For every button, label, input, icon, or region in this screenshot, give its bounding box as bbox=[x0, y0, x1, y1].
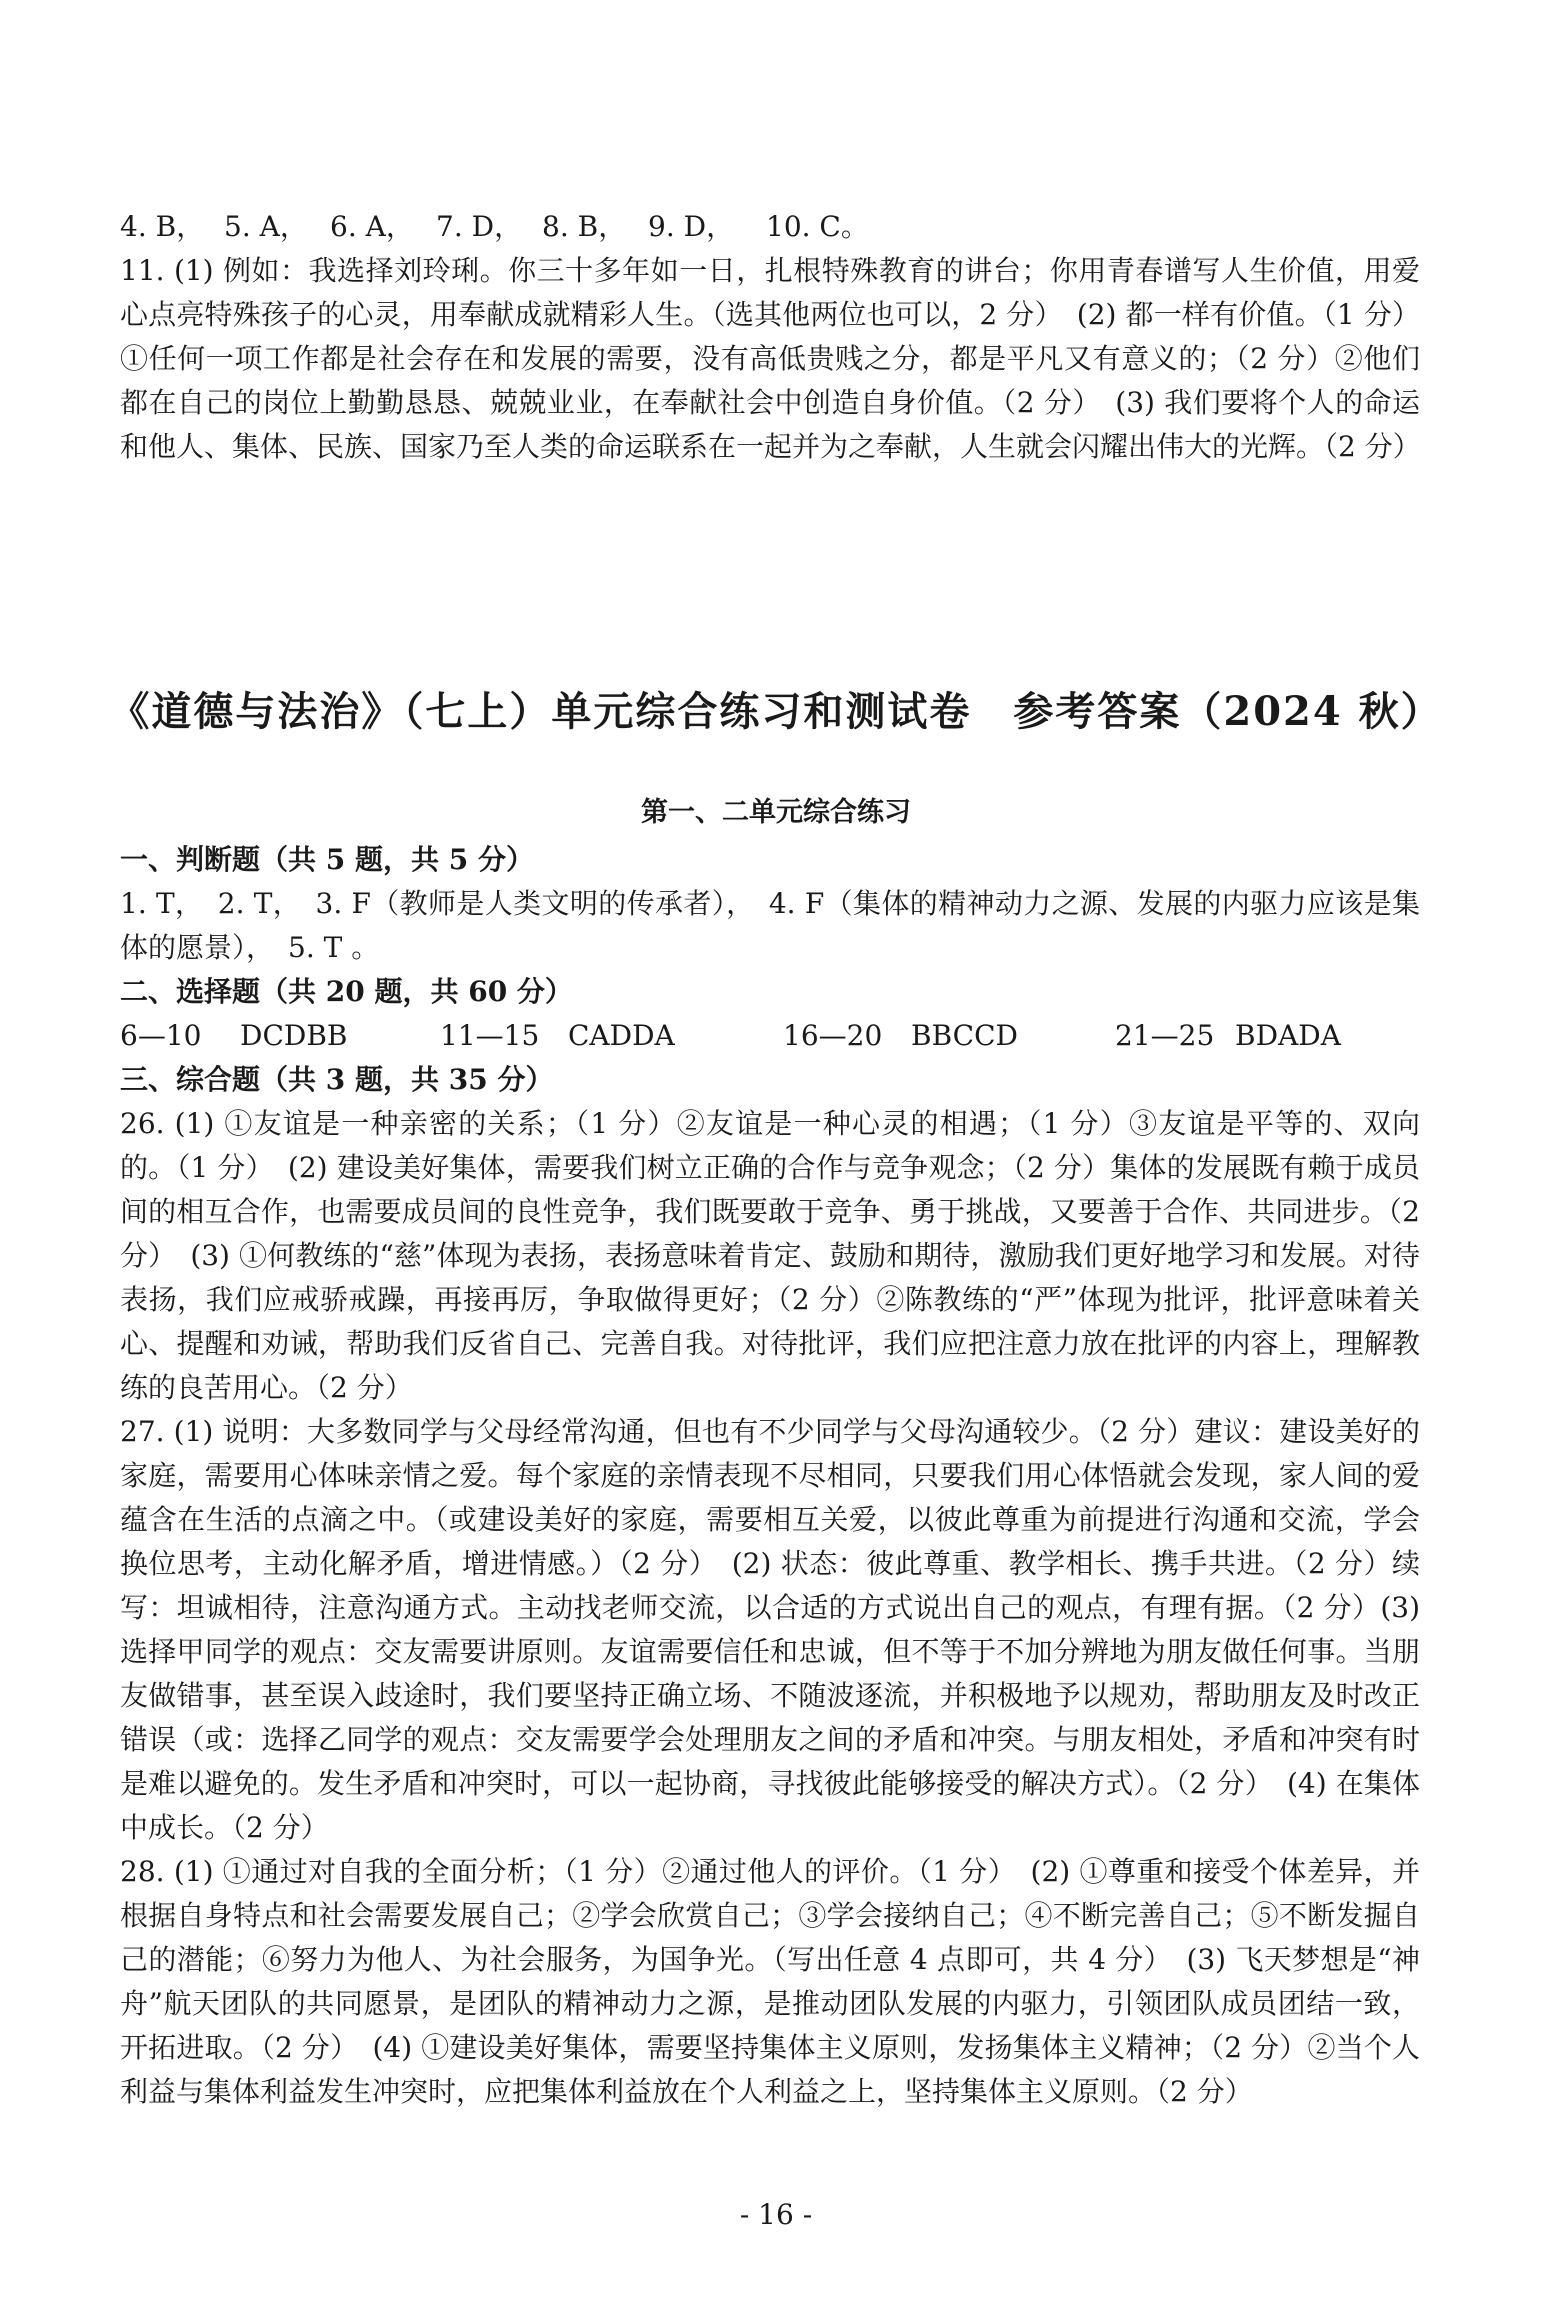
answer-7: 7. D， bbox=[436, 210, 523, 243]
top-answers bbox=[120, 205, 1420, 469]
answer-6: 6. A， bbox=[330, 210, 414, 243]
group-1-answers: DCDBB bbox=[240, 1019, 348, 1052]
group-2-answers: CADDA bbox=[568, 1019, 675, 1052]
group-3-answers: BBCCD bbox=[911, 1019, 1018, 1052]
group-2-range: 11—15 bbox=[440, 1019, 540, 1052]
question-27-answer: 27. (1) 说明：大多数同学与父母经常沟通，但也有不少同学与父母沟通较少。（2 分）建议：建设美好的家庭，需要用心体味亲情之爱。每个家庭的亲情表现不尽相同，只要我们用心体悟就会发现，家人间的爱蕴含在生活的点滴之中。（或建设美好的家庭，需要相互关爱，以彼此尊重为前提进行沟通和交流，学会换位思考，主动化解矛盾，增进情感。）（2 分） (2) 状态：彼此尊重、教学相长、携手共进。（2 分）续写：坦诚相待，注意沟通方式。主动找老师交流，以合适的方式说出自己的观点，有理有据。（2 分）(3) 选择甲同学的观点：交友需要讲原则。友谊需要信任和忠诚，但不等于不加分辨地为朋友做任何事。当朋友做错事，甚至误入歧途时，我们要坚持正确立场、不随波逐流，并积极地予以规劝，帮助朋友及时改正错误（或：选择乙同学的观点：交友需要学会处理朋友之间的矛盾和冲突。与朋友相处，矛盾和冲突有时是难以避免的。发生矛盾和冲突时，可以一起协商，寻找彼此能够接受的解决方式）。（2 分） (4) 在集体中成长。（2 分） bbox=[120, 1415, 1420, 1844]
group-3-range: 16—20 bbox=[783, 1019, 883, 1052]
group-1-range: 6—10 bbox=[120, 1019, 202, 1052]
answer-4: 4. B， bbox=[120, 210, 205, 243]
page-title: 《道德与法治》（七上）单元综合练习和测试卷 参考答案（2024 秋） bbox=[109, 688, 1443, 735]
answer-8: 8. B， bbox=[542, 210, 627, 243]
group-4-range: 21—25 bbox=[1115, 1019, 1215, 1052]
mc-answers-row bbox=[120, 205, 1420, 249]
question-26-answer: 26. (1) ①友谊是一种亲密的关系；（1 分）②友谊是一种心灵的相遇；（1 分）③友谊是平等的、双向的。（1 分） (2) 建设美好集体，需要我们树立正确的合作与竞争观念；（2 分）集体的发展既有赖于成员间的相互合作，也需要成员间的良性竞争，我们既要敢于竞争、勇于挑战，又要善于合作、共同进步。（2 分） (3) ①何教练的“慈”体现为表扬，表扬意味着肯定、鼓励和期待，激励我们更好地学习和发展。对待表扬，我们应戒骄戒躁，再接再厉，争取做得更好；（2 分）②陈教练的“严”体现为批评，批评意味着关心、提醒和劝诫，帮助我们反省自己、完善自我。对待批评，我们应把注意力放在批评的内容上，理解教练的良苦用心。（2 分） bbox=[120, 1107, 1420, 1404]
section-1-heading: 一、判断题（共 5 题，共 5 分） bbox=[120, 843, 534, 876]
question-28-answer: 28. (1) ①通过对自我的全面分析；（1 分）②通过他人的评价。（1 分） (2) ①尊重和接受个体差异，并根据自身特点和社会需要发展自己；②学会欣赏自己；③学会接纳自己；④不断完善自己；⑤不断发掘自己的潜能；⑥努力为他人、为社会服务，为国争光。（写出任意 4 点即可，共 4 分） (3) 飞天梦想是“神舟”航天团队的共同愿景，是团队的精神动力之源，是推动团队发展的内驱力，引领团队成员团结一致，开拓进取。（2 分） (4) ①建设美好集体，需要坚持集体主义原则，发扬集体主义精神；（2 分）②当个人利益与集体利益发生冲突时，应把集体利益放在个人利益之上，坚持集体主义原则。（2 分） bbox=[120, 1855, 1420, 2108]
answer-sections bbox=[120, 838, 1420, 2114]
unit-subtitle: 第一、二单元综合练习 bbox=[641, 797, 911, 828]
answer-9: 9. D， bbox=[648, 210, 735, 243]
section-1-answers: 1. T， 2. T， 3. F（教师是人类文明的传承者）， 4. F（集体的精神动力之源、发展的内驱力应该是集体的愿景）， 5. T 。 bbox=[120, 887, 1420, 964]
answer-10: 10. C。 bbox=[766, 210, 869, 243]
question-11-answer: 11. (1) 例如：我选择刘玲琍。你三十多年如一日，扎根特殊教育的讲台；你用青春谱写人生价值，用爱心点亮特殊孩子的心灵，用奉献成就精彩人生。（选其他两位也可以，2 分） (2) 都一样有价值。（1 分）①任何一项工作都是社会存在和发展的需要，没有高低贵贱之分，都是平凡又有意义的；（2 分）②他们都在自己的岗位上勤勤恳恳、兢兢业业，在奉献社会中创造自身价值。（2 分） (3) 我们要将个人的命运和他人、集体、民族、国家乃至人类的命运联系在一起并为之奉献，人生就会闪耀出伟大的光辉。（2 分） bbox=[120, 254, 1421, 463]
section-2-answers bbox=[120, 1014, 1420, 1058]
group-4-answers: BDADA bbox=[1235, 1019, 1341, 1052]
section-2-heading: 二、选择题（共 20 题，共 60 分） bbox=[120, 975, 573, 1008]
answer-5: 5. A， bbox=[224, 210, 308, 243]
section-3-heading: 三、综合题（共 3 题，共 35 分） bbox=[120, 1063, 554, 1096]
page-number: - 16 - bbox=[739, 2198, 813, 2231]
